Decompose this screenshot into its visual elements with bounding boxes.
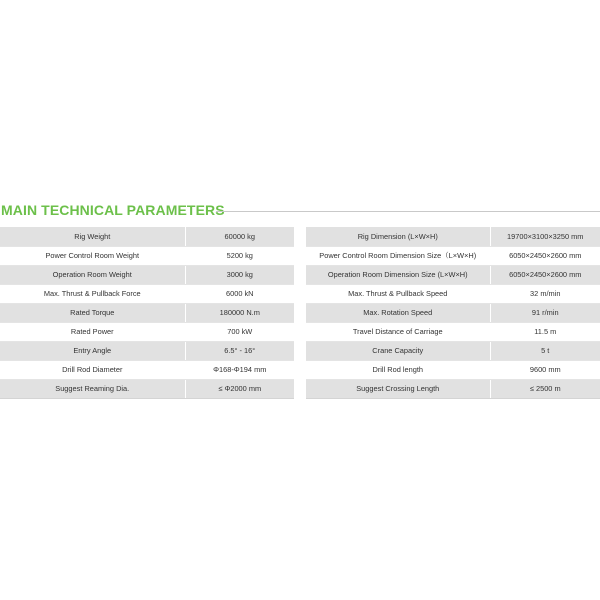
parameter-label: Drill Rod Diameter xyxy=(0,360,185,379)
parameter-value: 32 m/min xyxy=(490,284,600,303)
parameter-value: ≤ Φ2000 mm xyxy=(185,379,294,398)
table-row xyxy=(306,265,600,284)
heading-divider xyxy=(216,211,600,212)
table-row xyxy=(306,303,600,322)
parameter-label: Rated Torque xyxy=(0,303,185,322)
parameter-value: Φ168-Φ194 mm xyxy=(185,360,294,379)
parameter-value: 11.5 m xyxy=(490,322,600,341)
parameter-label: Power Control Room Weight xyxy=(0,246,185,265)
table-row xyxy=(0,246,294,265)
table-row xyxy=(0,284,294,303)
parameter-value: 700 kW xyxy=(185,322,294,341)
table-row xyxy=(306,227,600,246)
parameter-label: Power Control Room Dimension Size（L×W×H) xyxy=(306,246,490,265)
parameter-label: Operation Room Weight xyxy=(0,265,185,284)
parameter-value: 6000 kN xyxy=(185,284,294,303)
parameter-value: 9600 mm xyxy=(490,360,600,379)
parameter-value: 91 r/min xyxy=(490,303,600,322)
table-row xyxy=(0,265,294,284)
parameter-value: 60000 kg xyxy=(185,227,294,246)
parameters-table-right xyxy=(306,227,600,399)
parameter-label: Travel Distance of Carriage xyxy=(306,322,490,341)
table-row xyxy=(0,303,294,322)
section-header xyxy=(0,201,600,221)
table-row xyxy=(0,379,294,398)
parameter-label: Operation Room Dimension Size (L×W×H) xyxy=(306,265,490,284)
parameter-label: Suggest Reaming Dia. xyxy=(0,379,185,398)
parameter-value: ≤ 2500 m xyxy=(490,379,600,398)
parameter-value: 6.5° - 16° xyxy=(185,341,294,360)
table-row xyxy=(306,284,600,303)
parameter-value: 3000 kg xyxy=(185,265,294,284)
parameter-label: Max. Thrust & Pullback Force xyxy=(0,284,185,303)
table-row xyxy=(0,322,294,341)
parameter-label: Drill Rod length xyxy=(306,360,490,379)
parameter-label: Max. Thrust & Pullback Speed xyxy=(306,284,490,303)
table-row xyxy=(0,360,294,379)
parameter-label: Rig Dimension (L×W×H) xyxy=(306,227,490,246)
table-row xyxy=(0,227,294,246)
parameter-value: 6050×2450×2600 mm xyxy=(490,246,600,265)
table-row xyxy=(306,341,600,360)
table-row xyxy=(306,360,600,379)
parameter-value: 5 t xyxy=(490,341,600,360)
table-row xyxy=(306,322,600,341)
parameter-value: 6050×2450×2600 mm xyxy=(490,265,600,284)
parameter-value: 19700×3100×3250 mm xyxy=(490,227,600,246)
parameters-table-left xyxy=(0,227,294,399)
parameter-label: Rated Power xyxy=(0,322,185,341)
parameter-label: Max. Rotation Speed xyxy=(306,303,490,322)
parameter-label: Suggest Crossing Length xyxy=(306,379,490,398)
table-row xyxy=(0,341,294,360)
parameter-label: Crane Capacity xyxy=(306,341,490,360)
parameter-value: 180000 N.m xyxy=(185,303,294,322)
parameter-value: 5200 kg xyxy=(185,246,294,265)
parameter-label: Rig Weight xyxy=(0,227,185,246)
table-row xyxy=(306,246,600,265)
section-heading: MAIN TECHNICAL PARAMETERS xyxy=(1,202,225,218)
table-row xyxy=(306,379,600,398)
parameter-label: Entry Angle xyxy=(0,341,185,360)
